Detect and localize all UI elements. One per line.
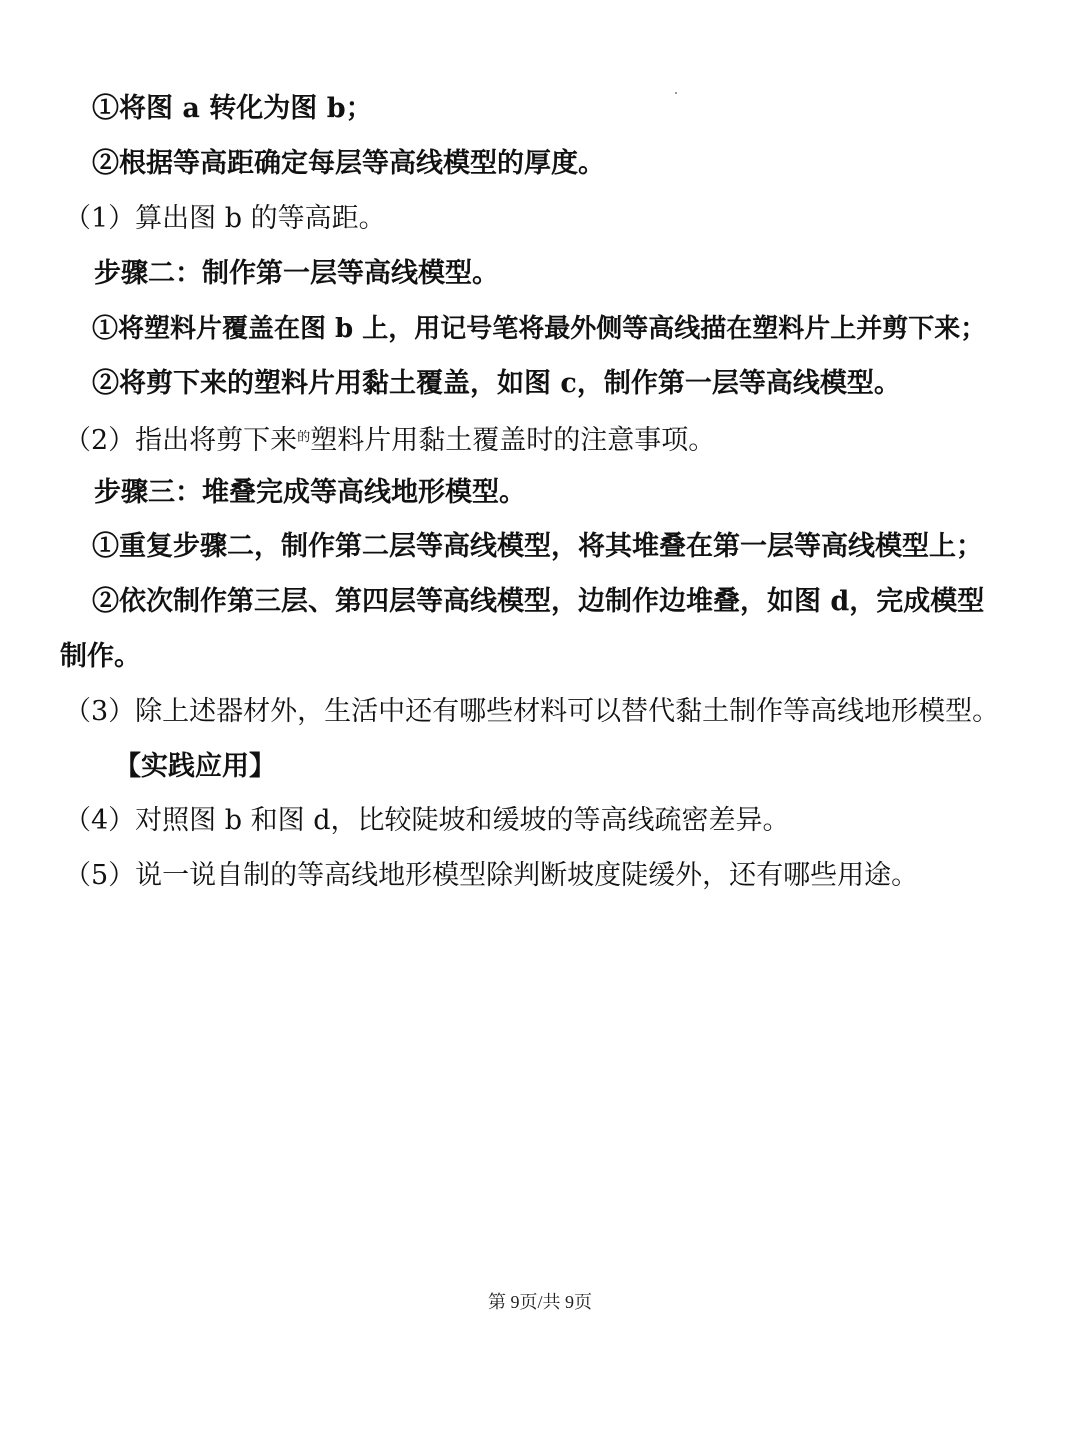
- step2-title: 步骤二：制作第一层等高线模型。: [94, 258, 499, 289]
- step3-item-2-line-2: 制作。: [60, 641, 141, 672]
- question-2-small-char: 的: [297, 430, 311, 445]
- step1-item-2: ②根据等高距确定每层等高线模型的厚度。: [92, 148, 605, 179]
- question-2-part-2: 塑料片用黏土覆盖时的注意事项。: [310, 425, 716, 456]
- step3-item-2-line-1: ②依次制作第三层、第四层等高线模型，边制作边堆叠，如图 d，完成模型: [92, 586, 985, 617]
- step1-item-1: ①将图 a 转化为图 b；: [92, 93, 373, 124]
- page-footer: 第 9页/共 9页: [487, 1292, 592, 1312]
- question-4: （4）对照图 b 和图 d，比较陡坡和缓坡的等高线疏密差异。: [64, 805, 790, 836]
- question-5: （5）说一说自制的等高线地形模型除判断坡度陡缓外，还有哪些用途。: [64, 860, 919, 891]
- question-2: [64, 421, 715, 458]
- question-2-part-1: （2）指出将剪下来: [64, 425, 298, 456]
- step3-item-1: ①重复步骤二，制作第二层等高线模型，将其堆叠在第一层等高线模型上；: [92, 531, 983, 562]
- step2-item-2: ②将剪下来的塑料片用黏土覆盖，如图 c，制作第一层等高线模型。: [92, 368, 901, 399]
- scan-speck: [675, 92, 677, 94]
- question-3: （3）除上述器材外，生活中还有哪些材料可以替代黏土制作等高线地形模型。: [64, 696, 1000, 727]
- step3-title: 步骤三：堆叠完成等高线地形模型。: [94, 477, 526, 508]
- practice-heading: 【实践应用】: [114, 751, 276, 782]
- question-1: （1）算出图 b 的等高距。: [64, 203, 386, 234]
- step2-item-1: ①将塑料片覆盖在图 b 上，用记号笔将最外侧等高线描在塑料片上并剪下来；: [92, 314, 987, 344]
